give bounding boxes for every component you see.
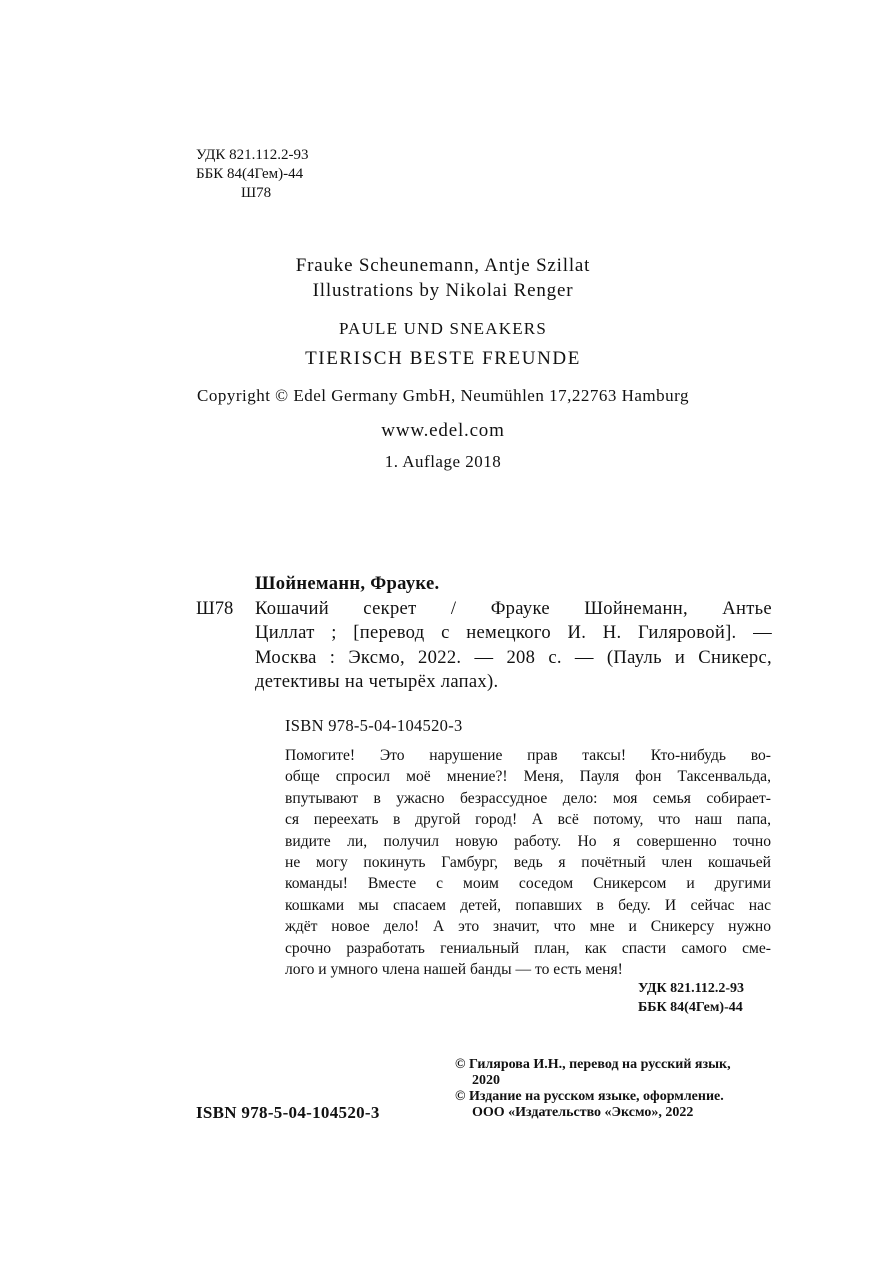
footer-copyright-translation-line2: 2020	[472, 1073, 500, 1088]
original-series: PAULE UND SNEAKERS	[339, 319, 547, 338]
udk-code-top: УДК 821.112.2-93	[196, 147, 309, 163]
original-website: www.edel.com	[381, 420, 505, 441]
annotation-line: лого и умного члена нашей банды — то есть меня!	[285, 961, 623, 979]
original-title: TIERISCH BESTE FREUNDE	[305, 348, 581, 369]
annotation-line: не могу покинуть Гамбург, ведь я почётный член кошачьей	[285, 854, 771, 872]
annotation-line: впутывают в ужасно безрассудное дело: моя семья собирает-	[285, 789, 771, 807]
annotation-line: Помогите! Это нарушение прав таксы! Кто-нибудь во-	[285, 747, 771, 764]
bbk-code-bottom: ББК 84(4Гем)-44	[638, 1000, 743, 1015]
annotation-line: кошками мы спасаем детей, попавших в беду. И сейчас нас	[285, 896, 771, 914]
footer-isbn: ISBN 978-5-04-104520-3	[196, 1103, 380, 1122]
annotation-line: команды! Вместе с моим соседом Сникерсом и другими	[285, 875, 771, 893]
annotation-line: ждёт новое дело! А это значит, что мне и Сникерсу нужно	[285, 918, 771, 936]
original-illustrator: Illustrations by Nikolai Renger	[312, 280, 574, 301]
footer-copyright-edition-line2: ООО «Издательство «Эксмо», 2022	[472, 1105, 694, 1120]
annotation	[285, 745, 771, 980]
footer-copyright-translation-line1: © Гилярова И.Н., перевод на русский язык,	[455, 1057, 731, 1072]
bbk-code-top: ББК 84(4Гем)-44	[196, 166, 304, 182]
catalog-description-line: Москва : Эксмо, 2022. — 208 с. — (Пауль и Сникерс,	[255, 646, 772, 668]
annotation-line: обще спросил моё мнение?! Меня, Пауля фон Таксенвальда,	[285, 768, 771, 786]
original-edition: 1. Auflage 2018	[384, 452, 502, 471]
catalog-description-line: детективы на четырёх лапах).	[255, 671, 499, 693]
original-copyright: Copyright © Edel Germany GmbH, Neumühlen 17,22763 Hamburg	[196, 386, 689, 405]
annotation-line: ся переехать в другой город! А всё потому, что наш папа,	[285, 811, 771, 829]
original-authors: Frauke Scheunemann, Antje Szillat	[295, 255, 591, 276]
catalog-sign: Ш78	[196, 598, 234, 619]
annotation-line: срочно разработать гениальный план, как спасти самого сме-	[285, 939, 771, 957]
catalog-isbn: ISBN 978-5-04-104520-3	[285, 716, 463, 735]
annotation-line: видите ли, получил новую работу. Но я совершенно точно	[285, 832, 771, 850]
udk-code-bottom: УДК 821.112.2-93	[638, 981, 745, 996]
catalog-description-line: Кошачий секрет / Фрауке Шойнеманн, Антье	[255, 598, 772, 619]
catalog-description	[255, 597, 772, 695]
catalog-heading: Шойнеманн, Фрауке.	[255, 573, 440, 594]
author-sign-top: Ш78	[241, 185, 272, 201]
footer-copyright-edition-line1: © Издание на русском языке, оформление.	[455, 1089, 724, 1104]
catalog-description-line: Циллат ; [перевод с немецкого И. Н. Гиляровой]. —	[255, 622, 772, 644]
